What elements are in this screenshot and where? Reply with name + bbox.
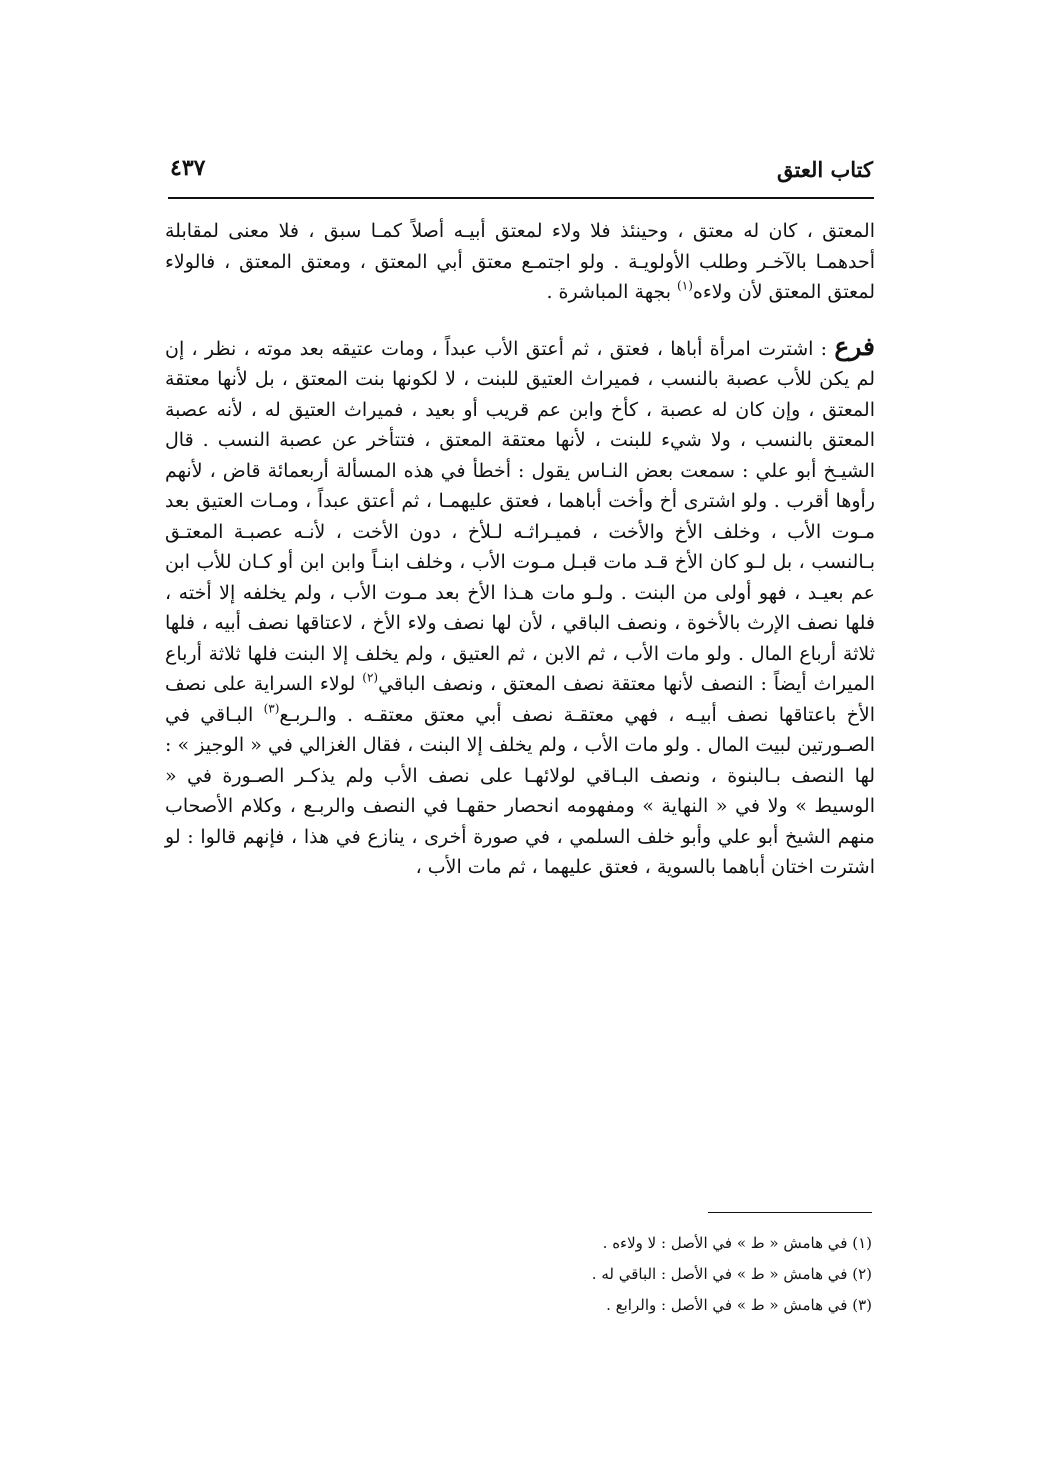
paragraph-1-text-b: بجهة المباشرة .	[546, 281, 678, 303]
footnote-2: (٢) في هامش « ط » في الأصل : الباقي له .	[591, 1265, 872, 1283]
footnote-ref-3: (٣)	[263, 701, 280, 716]
page-header	[168, 150, 873, 196]
footnote-1: (١) في هامش « ط » في الأصل : لا ولاءه .	[602, 1234, 872, 1252]
main-text	[165, 216, 875, 883]
footnote-3: (٣) في هامش « ط » في الأصل : والرابع .	[606, 1296, 872, 1314]
branch-label: فرع	[834, 331, 875, 361]
paragraph-1-text-a: المعتق ، كان له معتق ، وحينئذ فلا ولاء لمعتق أبيـه أصلاً كمـا سبق ، فلا معنى لمقابلة أحدهمـا بالآخـر وطلب الأولويـة . ولو اجتمـع معتق أبي المعتق ، ومعتق المعتق ، فالولاء لمعتق المعتق لأن ولاءه	[165, 220, 875, 303]
paragraph-1	[165, 216, 875, 308]
footnote-rule	[708, 1212, 872, 1213]
footnote-ref-2: (٢)	[362, 670, 379, 685]
footnote-ref-1: (١)	[677, 278, 693, 293]
header-rule	[168, 197, 874, 199]
paragraph-2	[165, 332, 875, 883]
paragraph-2-text-a: : اشترت امرأة أباها ، فعتق ، ثم أعتق الأب عبداً ، ومات عتيقه بعد موته ، نظر ، إن لم يكن للأب عصبة بالنسب ، فميراث العتيق للبنت ، لا لكونها بنت المعتق ، بل لأنها معتقة المعتق ، وإن كان له عصبة ، كأخ وابن عم قريب أو بعيد ، فميراث العتيق له ، لأنه عصبة المعتق بالنسب ، ولا شيء للبنت ، لأنها معتقة المعتق ، فتتأخر عن عصبة النسب . قال الشيـخ أبو علي : سمعت بعض النـاس يقول : أخطأ في هذه المسألة أربعمائة قاض ، لأنهم رأوها أقرب . ولو اشترى أخ وأخت أباهما ، فعتق عليهمـا ، ثم أعتق عبداً ، ومـات العتيق بعد مـوت الأب ، وخلف الأخ والأخت ، فميـراثـه لـلأخ ، دون الأخت ، لأنـه عصبـة المعتـق بـالنسب ، بل لـو كان الأخ قـد مات قبـل مـوت الأب ، وخلف ابنـاً وابن ابن أو كـان للأب ابن عم بعيـد ، فهو أولى من البنت . ولـو مات هـذا الأخ بعد مـوت الأب ، ولم يخلفه إلا أخته ، فلها نصف الإرث بالأخوة ، ونصف الباقي ، لأن لها نصف ولاء الأخ ، لاعتاقها نصف أبيه ، فلها ثلاثة أرباع المال . ولو مات الأب ، ثم الابن ، ثم العتيق ، ولم يخلف إلا البنت فلها ثلاثة أرباع الميراث أيضاً : النصف لأنها معتقة نصف المعتق ، ونصف الباقي	[165, 337, 875, 695]
paragraph-2-text-b: لولاء السراية على نصف الأخ باعتاقها نصف أبيـه ، فهي معتقـة نصف أبي معتق معتقـه . والـربـع	[165, 673, 876, 726]
footnotes	[420, 1228, 872, 1321]
page-number: ٤٣٧	[170, 155, 206, 181]
paragraph-2-text-c: البـاقي في الصـورتين لبيت المال . ولو مات الأب ، ولم يخلف إلا البنت ، فقال الغزالي في « الوجيز » : لها النصف بـالبنوة ، ونصف البـاقي لولائهـا على نصف الأب ولم يذكـر الصـورة في « الوسيط » ولا في « النهاية » ومفهومه انحصار حقهـا في النصف والربـع ، وكلام الأصحاب منهم الشيخ أبو علي وأبو خلف السلمي ، في صورة أخرى ، ينازع في هذا ، فإنهم قالوا : لو اشترت اختان أباهما بالسوية ، فعتق عليهما ، ثم مات الأب ،	[165, 703, 875, 878]
running-title: كتاب العتق	[776, 157, 873, 182]
